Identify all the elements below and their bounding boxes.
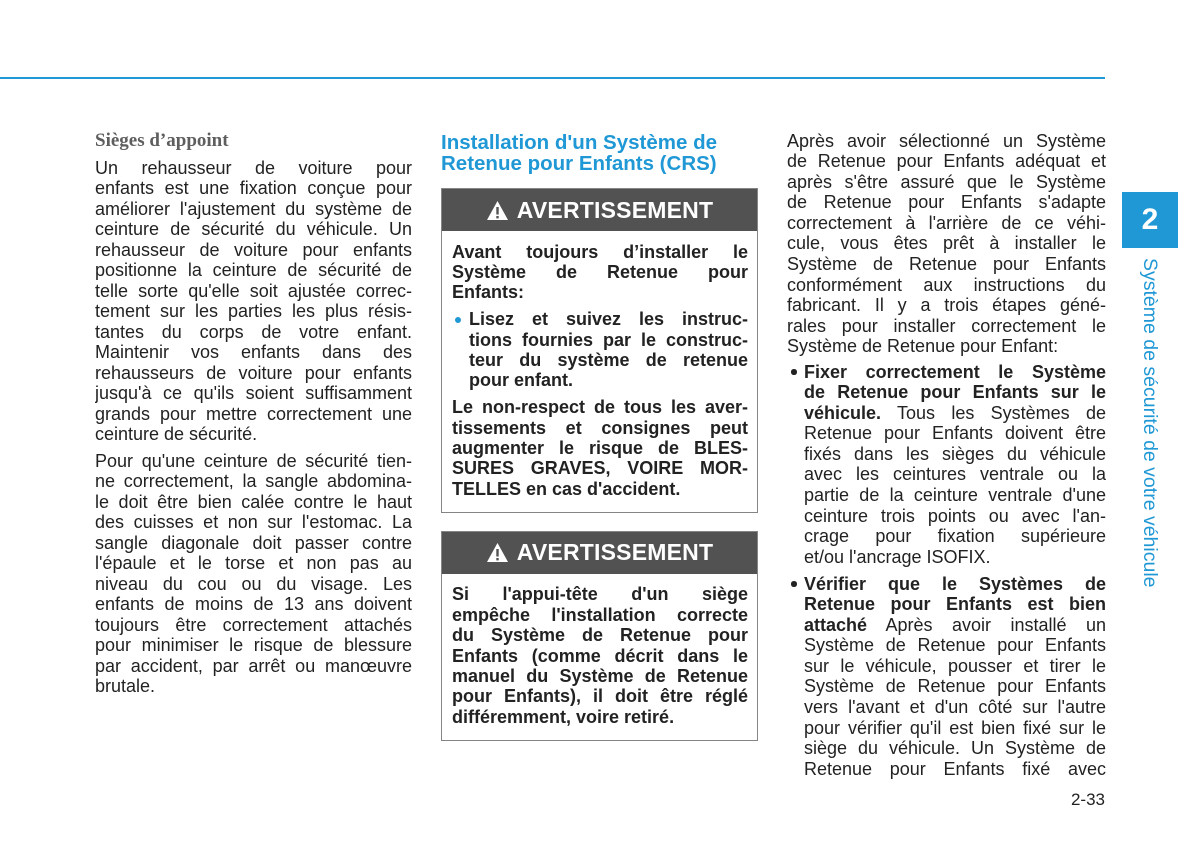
text-line: enfants de moins de 13 ans doivent — [95, 594, 412, 615]
text-line: ceinture de sécurité. — [95, 424, 258, 444]
text-line: rehausseur de voiture pour enfants — [95, 239, 412, 260]
text-line: des cuisses et non sur l'estomac. La — [95, 512, 412, 533]
text-line: Si l'appui-tête d'un siège — [452, 584, 748, 605]
bold-text: attaché — [804, 614, 868, 635]
text-line: manuel du Système de Retenue — [452, 665, 748, 686]
text-line: fixés dans les sièges du véhicule — [804, 443, 1106, 464]
text-line — [804, 403, 1106, 424]
text-line: correctement à l'arrière de ce véhi- — [787, 212, 1106, 233]
warning-paragraph — [452, 242, 748, 303]
text-line: brutale. — [95, 676, 156, 697]
bold-text: de Retenue pour Enfants sur le — [804, 382, 1106, 403]
warning-body — [442, 231, 757, 512]
text-line — [804, 574, 1106, 595]
text-line: le doit être bien calée contre le haut — [95, 491, 412, 512]
text-line: sangle diagonale doit passer contre — [95, 532, 412, 553]
bold-text: Retenue pour Enfants est bien — [804, 594, 1106, 615]
text-line: améliorer l'ajustement du système de — [95, 198, 412, 219]
text-line: vers l'avant et d'un côté sur l'autre — [804, 696, 1106, 717]
paragraph — [95, 451, 412, 697]
section-title — [441, 132, 758, 174]
warning-triangle-icon — [486, 542, 509, 563]
text-line: Système de Retenue pour Enfants — [804, 676, 1106, 697]
text-line: Un rehausseur de voiture pour — [95, 157, 412, 178]
warning-paragraph — [452, 584, 748, 727]
text-line: empêche l'installation correcte — [452, 604, 748, 625]
text-line: Après avoir sélectionné un Système — [787, 130, 1106, 151]
warning-title: AVERTISSEMENT — [516, 196, 714, 223]
text-line: Système de Retenue pour — [452, 261, 748, 282]
text-line: Enfants: — [452, 282, 524, 303]
text-line: de Retenue pour Enfants s'adapte — [787, 192, 1106, 213]
text-line: sur le véhicule, pousser et tirer le — [804, 655, 1106, 676]
bullet-marker — [791, 581, 797, 587]
text-line: pour Enfants), il doit être réglé — [452, 686, 748, 707]
text-line: différemment, voire retiré. — [452, 706, 675, 727]
text-line: rales pour installer correctement le — [787, 315, 1106, 336]
text-line: par accident, par arrêt ou manœuvre — [95, 655, 412, 676]
text-line: telle sorte qu'elle soit ajustée correc- — [95, 280, 412, 301]
left-column — [95, 130, 412, 697]
text-line: de Retenue pour Enfants adéquat et — [787, 151, 1106, 172]
text-line: crage pour fixation supérieure — [804, 526, 1106, 547]
text-line: avec les ceintures ventrale ou la — [804, 464, 1106, 485]
text-line: Système de Retenue pour Enfant: — [787, 336, 1059, 357]
text-line: Enfants (comme décrit dans le — [452, 645, 748, 666]
text-line — [804, 382, 1106, 403]
text-line: enfants est une fixation conçue pour — [95, 178, 412, 198]
text-line — [804, 594, 1106, 615]
text-line: SURES GRAVES, VOIRE MOR- — [452, 458, 748, 479]
text-line: tions fournies par le construc- — [469, 329, 748, 350]
warning-box — [441, 531, 758, 741]
text-line: ceinture de sécurité du véhicule. Un — [95, 219, 412, 239]
text-line: et/ou l'ancrage ISOFIX. — [804, 546, 991, 567]
text-line — [804, 362, 1106, 383]
text-line: augmenter le risque de BLES- — [452, 438, 748, 459]
paragraph — [95, 158, 412, 445]
steps-list — [787, 362, 1106, 779]
text-line — [804, 615, 1106, 636]
bullet-item — [787, 362, 1106, 567]
intro-paragraph — [787, 131, 1106, 357]
text-line: Le non-respect de tous les aver- — [452, 397, 748, 418]
warning-body — [442, 574, 757, 740]
text-line: pour vérifier qu'il est bien fixé sur le — [804, 717, 1106, 738]
bold-text: Vérifier que le Systèmes de — [804, 573, 1106, 594]
warning-header — [442, 189, 757, 231]
text-line: Système de Retenue pour Enfants — [787, 253, 1106, 274]
text-line: tissements et consignes peut — [452, 417, 748, 438]
text-line: Avant toujours d’installer le — [452, 241, 748, 262]
regular-text: Après avoir installé un — [867, 614, 1106, 635]
text-line: siège du véhicule. Un Système de — [804, 738, 1106, 759]
right-column — [787, 131, 1106, 779]
bullet-item — [787, 574, 1106, 779]
text-line: Retenue pour Enfants fixé avec — [804, 758, 1106, 779]
header-rule — [0, 77, 1105, 79]
text-line: toujours être correctement attachés — [95, 614, 412, 635]
text-line: tantes du corps de votre enfant. — [95, 321, 412, 342]
bullet-marker — [455, 317, 461, 323]
bold-text: Fixer correctement le Système — [804, 361, 1106, 382]
middle-column — [441, 132, 758, 741]
text-line: Maintenir vos enfants dans des — [95, 342, 412, 362]
warning-box — [441, 188, 758, 513]
text-line: l'épaule et le torse et non pas au — [95, 553, 412, 574]
warning-paragraph — [452, 397, 748, 499]
text-line: après s'être assuré que le Système — [787, 171, 1106, 192]
text-line: Système de Retenue pour Enfants — [804, 635, 1106, 656]
text-line: cule, vous êtes prêt à installer le — [787, 233, 1106, 254]
text-line: tement sur les parties les plus résis- — [95, 301, 412, 321]
text-line: Retenue pour Enfants doivent être — [804, 423, 1106, 444]
text-line: TELLES en cas d'accident. — [452, 478, 681, 499]
bullet-marker — [791, 369, 797, 375]
warning-triangle-icon — [486, 200, 509, 221]
regular-text: Tous les Systèmes de — [881, 402, 1106, 423]
text-line: pour minimiser le risque de blessure — [95, 635, 412, 656]
page-number: 2-33 — [1070, 790, 1105, 809]
warning-title: AVERTISSEMENT — [516, 539, 714, 566]
chapter-title: Système de sécurité de votre véhicule — [1139, 258, 1161, 588]
text-line: Pour qu'une ceinture de sécurité tien- — [95, 450, 412, 471]
chapter-tab: 2 — [1122, 192, 1178, 248]
text-line: grands pour mettre correctement une — [95, 403, 412, 424]
section-heading: Sièges d’appoint — [95, 130, 229, 151]
text-line: Lisez et suivez les instruc- — [469, 309, 748, 330]
section-title-line: Installation d'un Système de — [441, 130, 717, 154]
warning-header — [442, 532, 757, 574]
bullet-item — [452, 309, 748, 391]
bold-text: véhicule. — [804, 402, 882, 423]
text-line: fabricant. Il y a trois étapes géné- — [787, 295, 1106, 316]
text-line: conformément aux instructions du — [787, 274, 1106, 295]
text-line: ceinture trois points ou avec l'an- — [804, 505, 1106, 526]
text-line: positionne la ceinture de sécurité de — [95, 260, 412, 280]
section-title-line: Retenue pour Enfants (CRS) — [441, 151, 717, 175]
left-body — [95, 158, 412, 697]
text-line: pour enfant. — [469, 370, 573, 391]
text-line: partie de la ceinture ventrale d'une — [804, 484, 1106, 505]
text-line: du Système de Retenue pour — [452, 625, 748, 646]
text-line: ne correctement, la sangle abdomina- — [95, 471, 412, 492]
warnings-list — [441, 188, 758, 741]
text-line: niveau du cou ou du visage. Les — [95, 573, 412, 594]
text-line: rehausseurs de voiture pour enfants — [95, 362, 412, 383]
text-line: teur du système de retenue — [469, 349, 748, 370]
text-line: jusqu'à ce qu'ils soient suffisamment — [95, 383, 412, 403]
